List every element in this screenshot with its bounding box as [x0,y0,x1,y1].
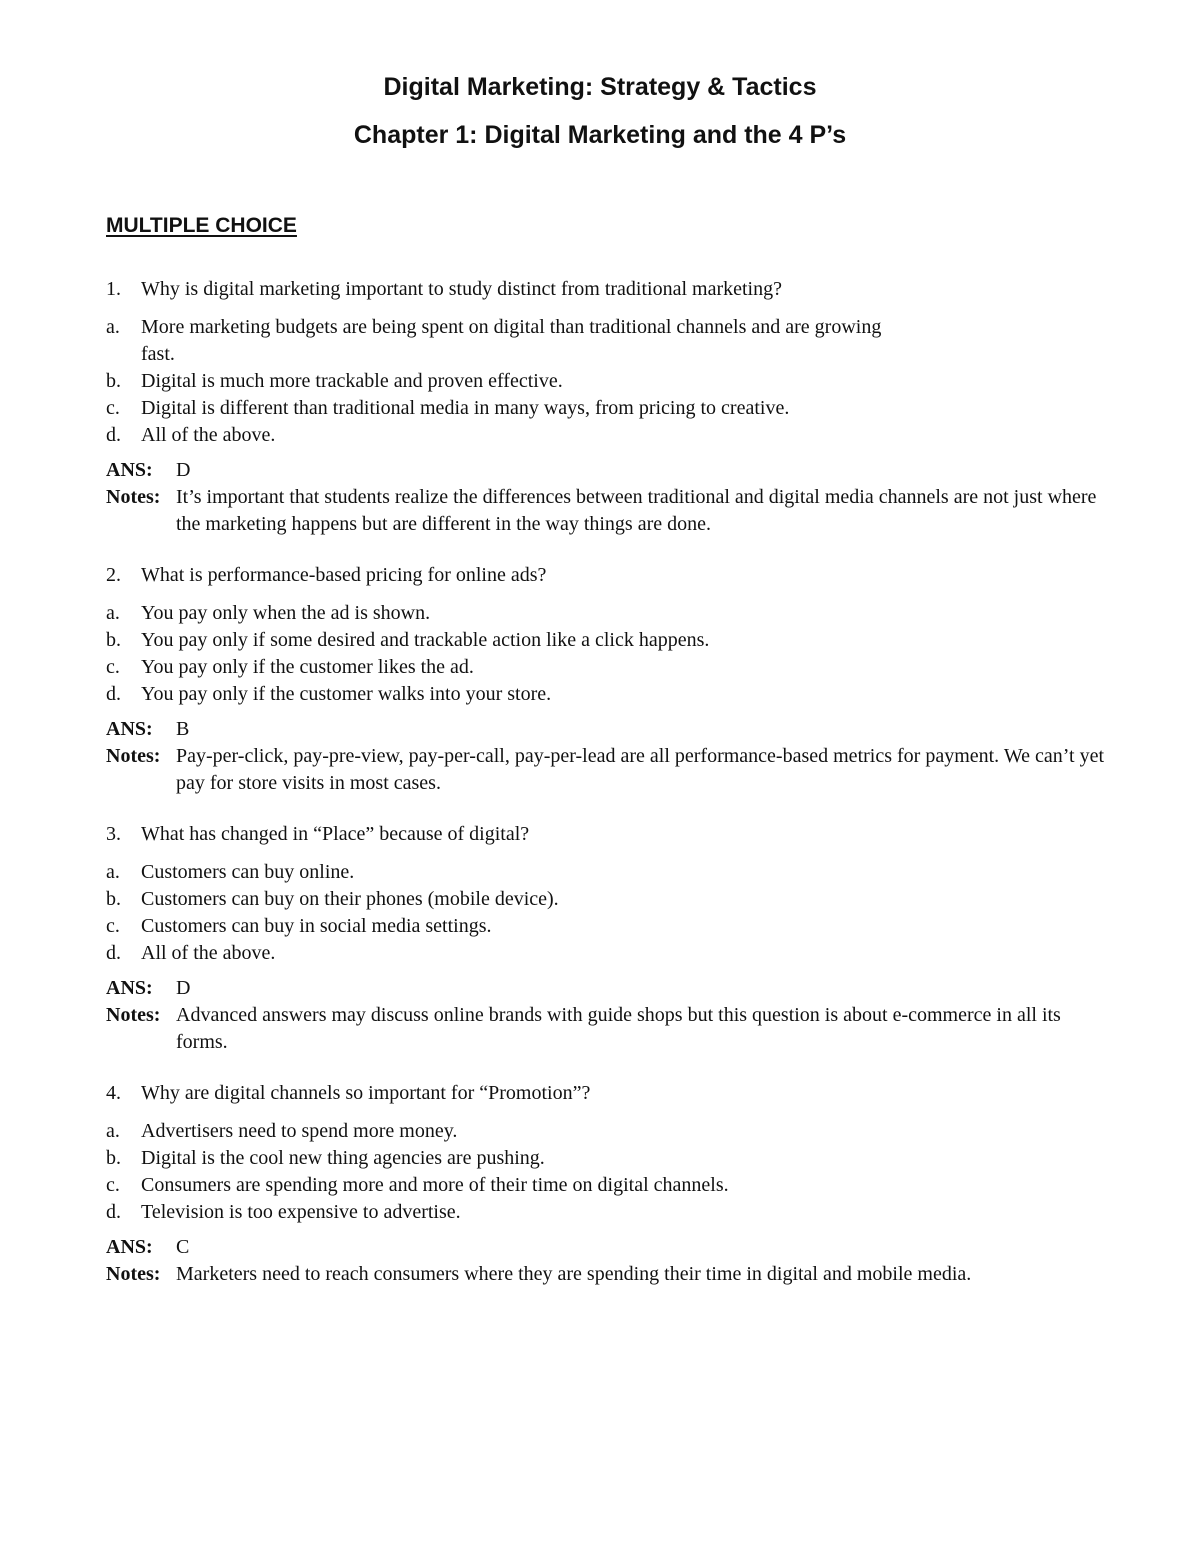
option-d [106,422,1106,449]
notes-text: It’s important that students realize the differences between traditional and digital media channels are not just where the marketing happens but are different in the way things are done. [176,486,1097,535]
question-stem [106,821,1106,848]
option-b [106,627,1106,654]
option-text: All of the above. [141,424,276,446]
notes-text: Advanced answers may discuss online brands with guide shops but this question is about e-commerce in all its forms. [176,1004,1061,1053]
option-text: Customers can buy online. [141,861,355,883]
chapter-title: Chapter 1: Digital Marketing and the 4 P’s [353,121,847,149]
option-list [106,314,1106,449]
option-letter: c. [106,1174,120,1196]
notes-label: Notes: [106,1263,161,1285]
option-text: You pay only if the customer likes the ad. [141,656,474,678]
option-a [106,314,1106,368]
option-text: You pay only if the customer walks into your store. [141,683,552,705]
option-c [106,395,1106,422]
option-text: Consumers are spending more and more of their time on digital channels. [141,1174,729,1196]
notes-text: Pay-per-click, pay-pre-view, pay-per-call, pay-per-lead are all performance-based metrics for payment. We can’t yet pay for store visits in most cases. [176,745,1105,794]
notes-row [106,484,1106,538]
option-text: Customers can buy on their phones (mobile device). [141,888,559,910]
answer-value: C [176,1236,190,1258]
option-letter: b. [106,888,121,910]
answer-label: ANS: [106,459,153,481]
option-letter: d. [106,1201,121,1223]
option-text: More marketing budgets are being spent on digital than traditional channels and are growing fast. [141,316,882,365]
notes-label: Notes: [106,486,161,508]
question-list [106,276,1106,1312]
option-letter: d. [106,683,121,705]
question-number: 3. [106,823,121,845]
option-letter: d. [106,942,121,964]
answer-row [106,457,1106,484]
answer-row [106,716,1106,743]
option-letter: a. [106,602,120,624]
option-a [106,1118,1106,1145]
option-d [106,1199,1106,1226]
option-b [106,368,1106,395]
option-text: You pay only when the ad is shown. [141,602,431,624]
option-list [106,1118,1106,1226]
answer-label: ANS: [106,977,153,999]
question-text: What has changed in “Place” because of digital? [141,823,530,845]
answer-row [106,975,1106,1002]
option-c [106,913,1106,940]
answer-value: D [176,977,191,999]
answer-label: ANS: [106,718,153,740]
question-text: Why are digital channels so important for “Promotion”? [141,1082,591,1104]
option-a [106,600,1106,627]
option-text: Television is too expensive to advertise. [141,1201,461,1223]
notes-label: Notes: [106,1004,161,1026]
notes-text: Marketers need to reach consumers where they are spending their time in digital and mobile media. [176,1263,972,1285]
option-letter: c. [106,397,120,419]
option-c [106,654,1106,681]
option-letter: b. [106,370,121,392]
option-letter: b. [106,1147,121,1169]
question-text: Why is digital marketing important to study distinct from traditional marketing? [141,278,782,300]
option-letter: a. [106,1120,120,1142]
option-text: Advertisers need to spend more money. [141,1120,458,1142]
option-text: You pay only if some desired and trackable action like a click happens. [141,629,710,651]
option-d [106,940,1106,967]
option-list [106,859,1106,967]
question-stem [106,276,1106,303]
question-1 [106,276,1106,538]
option-letter: a. [106,861,120,883]
question-4 [106,1080,1106,1288]
option-d [106,681,1106,708]
question-text: What is performance-based pricing for online ads? [141,564,547,586]
answer-value: B [176,718,190,740]
answer-value: D [176,459,191,481]
notes-row [106,1261,1106,1288]
option-text: All of the above. [141,942,276,964]
option-a [106,859,1106,886]
notes-row [106,743,1106,797]
document-title: Digital Marketing: Strategy & Tactics [383,73,817,101]
answer-label: ANS: [106,1236,153,1258]
option-letter: c. [106,915,120,937]
question-3 [106,821,1106,1056]
question-number: 4. [106,1082,121,1104]
question-stem [106,562,1106,589]
notes-label: Notes: [106,745,161,767]
option-text: Digital is different than traditional media in many ways, from pricing to creative. [141,397,790,419]
answer-row [106,1234,1106,1261]
option-text: Digital is much more trackable and proven effective. [141,370,563,392]
option-letter: d. [106,424,121,446]
section-heading: MULTIPLE CHOICE [106,214,297,237]
question-2 [106,562,1106,797]
option-letter: a. [106,316,120,338]
option-list [106,600,1106,708]
option-b [106,886,1106,913]
question-stem [106,1080,1106,1107]
question-number: 2. [106,564,121,586]
option-text: Digital is the cool new thing agencies are pushing. [141,1147,545,1169]
option-letter: c. [106,656,120,678]
option-c [106,1172,1106,1199]
option-letter: b. [106,629,121,651]
option-text: Customers can buy in social media settings. [141,915,492,937]
question-number: 1. [106,278,121,300]
option-b [106,1145,1106,1172]
notes-row [106,1002,1106,1056]
